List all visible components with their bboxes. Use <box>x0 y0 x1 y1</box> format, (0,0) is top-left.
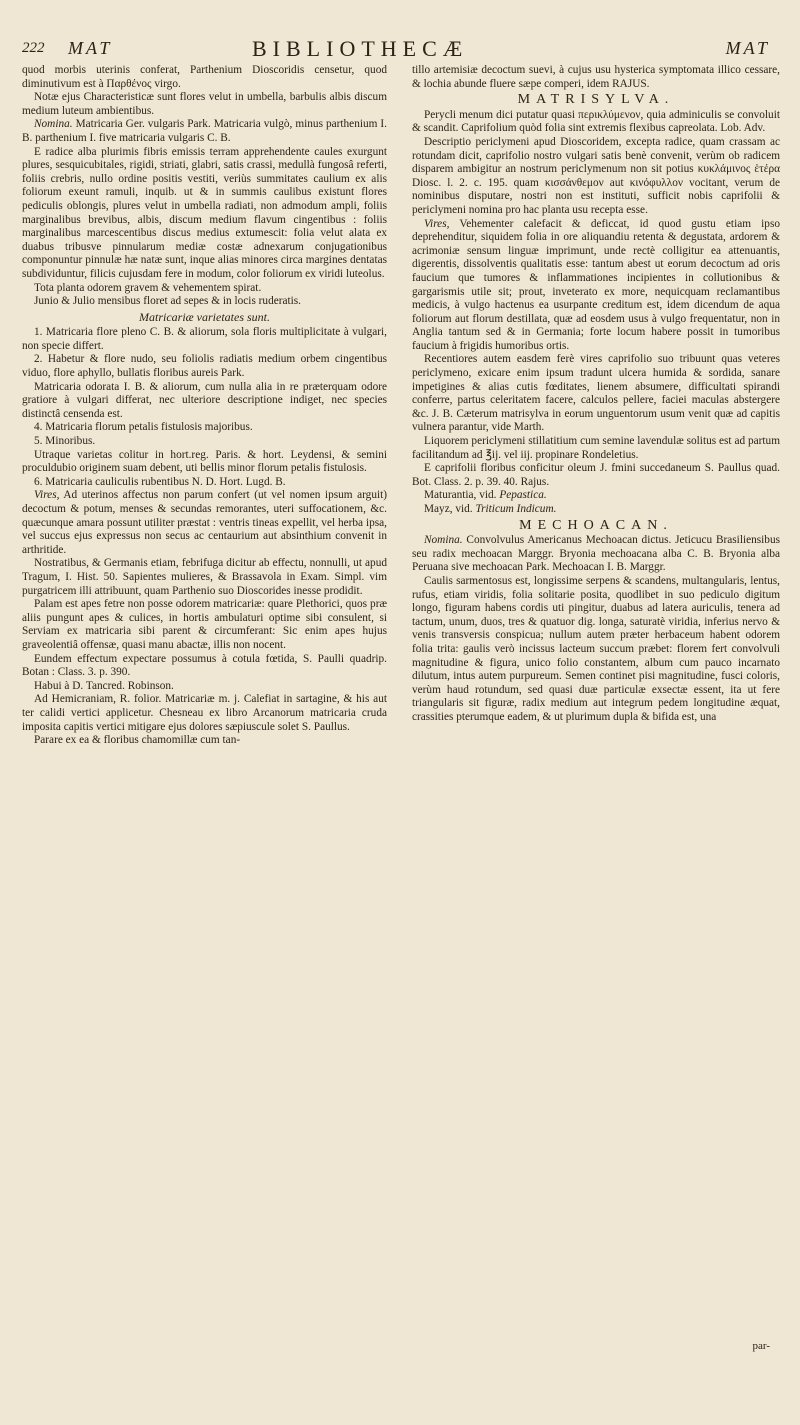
section-label: Vires, <box>34 489 60 502</box>
cross-reference <box>412 489 780 503</box>
list-item: 6. Matricaria cauliculis rubentibus N. D. Hort. Lugd. B. <box>34 475 286 488</box>
section-label: Vires, <box>424 217 450 230</box>
cross-reference <box>412 503 780 517</box>
paragraph <box>22 489 387 557</box>
paragraph: Descriptio periclymeni apud Dioscoridem, excepta radice, quam crassam ac rotundam dicit, caprifolio nostro vulgari satis benè convenit, verùm ob radicem disparem ambigitur an nostrum periclymenum non sit potius κυκλάμινος ἑτέρα Diosc. l. 2. c. 195. quam κισσάνθεμον aut κινόφυλλον vocitant, verum de nominibus disputare, nostri non est instituti, sufficit nobis caprifolii & periclymeni nomina pro hac planta usu recepta esse. <box>412 135 780 216</box>
xref-term: Mayz, <box>424 503 453 515</box>
list-item: 5. Minoribus. <box>34 435 96 448</box>
paragraph-text: Convolvulus Americanus Mechoacan dictus. Jeticucu Brasiliensibus seu radix mechoacan Marggr. Bryonia mechoacana alba C. B. Bryonia alba Peruana sive mechoacan Park. Mechoacan I. B. Marggr. <box>412 534 780 574</box>
list-item: 4. Matricaria florum petalis fistulosis majoribus. <box>34 421 253 434</box>
paragraph: Habui à D. Tancred. Robinson. <box>34 679 174 692</box>
left-column <box>22 64 387 748</box>
paragraph <box>412 534 780 575</box>
paragraph: Perycli menum dici putatur quasi περικλύμενον, quia adminiculis se convoluit & scandit. Caprifolium quòd folia sint extremis flexibus capreolata. Lob. Adv. <box>412 108 780 135</box>
page-header <box>22 38 770 60</box>
page-number: 222 <box>22 40 45 56</box>
paragraph: Eundem effectum expectare possumus à cotula fœtida, S. Paulli quadrip. Botan : Class. 3. p. 390. <box>22 652 387 679</box>
paragraph: Liquorem periclymeni stillatitium cum semine lavendulæ solitus est ad partum facilitandum ad ℥ij. vel iij. propinare Rondeletius. <box>412 435 780 461</box>
xref-vid: vid. <box>455 503 473 515</box>
catchword: par- <box>752 1340 770 1352</box>
paragraph: Ad Hemicraniam, R. folior. Matricariæ m. j. Calefiat in sartagine, & his aut ter calidi vertici applicetur. Chesneau ex libro Arcanorum matricaria cruda imposita capitis vertici mitigare ejus dolores sæpiuscule solet S. Paullus. <box>22 693 387 733</box>
paragraph: quod morbis uterinis conferat, Parthenium Dioscoridis censetur, quod diminutivum est à Παρθένος virgo. <box>22 64 387 90</box>
list-item: 1. Matricaria flore pleno C. B. & aliorum, sola floris multiplicitate à vulgari, non specie differt. <box>22 326 387 352</box>
paragraph: Palam est apes fetre non posse odorem matricariæ: quare Plethorici, quos præ aliis pungunt apes & culices, in hortis ambulaturi optime sibi consulent, si Serviam ex matricaria sibi parent & circumferant: Sic enim apes hujus graveolentiâ offensæ, quasi manu abactæ, illis non nocent. <box>22 598 387 651</box>
xref-vid: vid. <box>479 489 497 502</box>
running-head-right: MAT <box>725 38 770 58</box>
section-heading: MECHOACAN. <box>519 517 673 533</box>
paragraph: Recentiores autem easdem ferè vires caprifolio suo tribuunt quas veteres periclymeno, exicare enim ipsum tradunt ulcera humida & sordida, sanare impetigines & alias cutis fœditates, lienem absumere, difficultati spirandi conferre, partus celeritatem facere, calculos pellere, faciei maculas abstergere &c. J. B. Cæterum matrisylva in eorum unguentorum usum venit quæ ad capitis vulnera parantur, vide Marth. <box>412 353 780 434</box>
running-head-left: MAT <box>68 38 113 58</box>
list-item: 2. Habetur & flore nudo, seu foliolis radiatis medium orbem cingentibus viduo, flore aphyllo, bullatis floribus aureis Park. <box>22 353 387 380</box>
paragraph: Junio & Julio mensibus floret ad sepes & in locis ruderatis. <box>34 295 302 308</box>
section-label: Nomina. <box>424 534 463 547</box>
section-heading: Matricariæ varietates sunt. <box>139 309 270 324</box>
paragraph: Utraque varietas colitur in hort.reg. Paris. & hort. Leydensi, & semini proculdubio originem suam debent, uti bellis minor florum petalis fistulosis. <box>22 448 387 475</box>
list-item: Matricaria odorata I. B. & aliorum, cum nulla alia in re præterquam odore gratiore à vulgari differat, nec ulteriore descriptione indiget, nec species distinctâ censenda est. <box>22 380 387 420</box>
paragraph <box>22 118 387 145</box>
section-heading: MATRISYLVA. <box>517 92 675 108</box>
right-column <box>412 64 780 725</box>
xref-target: Pepastica. <box>499 489 547 502</box>
xref-target: Triticum Indicum. <box>475 503 557 515</box>
paragraph: tillo artemisiæ decoctum suevi, à cujus usu hysterica symptomata illico cessare, & lochia abunde fluere sæpe comperi, idem RAJUS. <box>412 64 780 90</box>
paragraph: E caprifolii floribus conficitur oleum J. fmini succedaneum S. Paullus quad. Bot. Class. 2. p. 39. 40. Rajus. <box>412 462 780 488</box>
running-title: BIBLIOTHECÆ <box>252 36 469 61</box>
section-label: Nomina. <box>34 118 73 131</box>
paragraph-text: Matricaria Ger. vulgaris Park. Matricaria vulgò, minus parthenium I. B. parthenium I. five matricaria vulgaris C. B. <box>22 118 388 144</box>
paragraph-text: Ad uterinos affectus non parum confert (ut vel nomen ipsum arguit) decoctum & potum, menses & secundas remorantes, uteri suffocationem, &c. quæcunque amara possunt utiliter præstat : ventris tineas expellit, vel herba ipsa, vel succus ejus expressus non secus ac centaurium aut absinthium convenit in arthritide. <box>22 489 388 556</box>
paragraph: Tota planta odorem gravem & vehementem spirat. <box>34 281 262 294</box>
xref-term: Maturantia, <box>424 489 477 502</box>
paragraph-text: Vehementer calefacit & deficcat, id quod gustu etiam ipso deprehenditur, siquidem folia in ore aliquandiu retenta & degustata, ardorem & acrimoniæ sensum linguæ imprimunt, unde rectè colligitur ea attenuantis, digerentis, dissolventis qualitatis esse: tantum abest ut eorum decoctum ad oris faucium que tumores & inflammationes incipientes in collutionibus & gargarismis utile sit; prout, inveterato ex more, nequicquam reclamantibus medicis, à vulgo hactenus ea usurpante creditum est, idem dicendum de aqua foliorum aut florum destillata, quæ ad eosdem usus à vulgo frequentatur, non in Anglia tantum sed & in Germania; forte locum habere possit in tumoribus faucium à frigidis humoribus ortis. <box>412 217 781 352</box>
paragraph: E radice alba plurimis fibris emissis terram apprehendente caules exurgunt plures, sesquicubitales, rigidi, striati, glabri, satis crassi, medullà fungosâ referti, foliis crebris, nullo ordine positis vestiti, veriùs summitates caulium ex alis foliorum exeunt ramuli, inquib. ut & in summis caulibus existunt flores pediculis oblongis, plures velut in umbella radiati, non admodum ampli, foliis marginalibus brevibus, albis, discum medium flavum cingentibus : foliis marginalibus marcescentibus discus medius extumescit: folia velut alata ex duabus tribusve pinnularum mediæ costæ adnexarum conjugationibus componuntur pinnulæ hæ natæ sunt, inque alias minores circa margines dentatas subdividuntur, filicis cujusdam fere in modum, color foliorum ex viridi luteolus. <box>22 145 387 280</box>
paragraph: Nostratibus, & Germanis etiam, febrifuga dicitur ab effectu, nonnulli, ut apud Tragum, I. Hist. 50. Sapientes mulieres, & Brassavola in Exam. Simpl. vim purgatricem illi attribuunt, quam Parthenio suo Dioscorides inesse prodidit. <box>22 557 387 597</box>
paragraph: Caulis sarmentosus est, longissime serpens & scandens, multangularis, lentus, rufus, etiam viridis, folia solitarie posita, quodlibet in suo pediculo digitum longo, figuram habens cordis uti pingitur, duabus ad latera auriculis, tenera ad tactum, unum, duos, tres & quatuor dig. longa, saturatè viridia, inferius nervo & venis transversis conspicua; nullum autem præter herbaceum habent odorem folia trita: gaulis verò incissus lacteum succum præbet: florem fert convolvuli magnitudine & figura, unico folio constantem, album cum pauco incarnato dilutum, intus autem purpureum. Semen continet pisi magnitudine, fusci coloris, verùm haud rotundum, sed quasi duæ particulæ exsectæ essent, ita ut fere triangularis sit figuræ, radix medium aut integrum pedem longitudine æquat, crassities pterumque eadem, & ut plurimum dupla & bifida est, una <box>412 574 780 723</box>
paragraph <box>412 218 780 354</box>
paragraph: Notæ ejus Characteristicæ sunt flores velut in umbella, barbulis albis discum medium luteum ambientibus. <box>22 91 387 117</box>
paragraph: Parare ex ea & floribus chamomillæ cum tan- <box>34 734 241 747</box>
